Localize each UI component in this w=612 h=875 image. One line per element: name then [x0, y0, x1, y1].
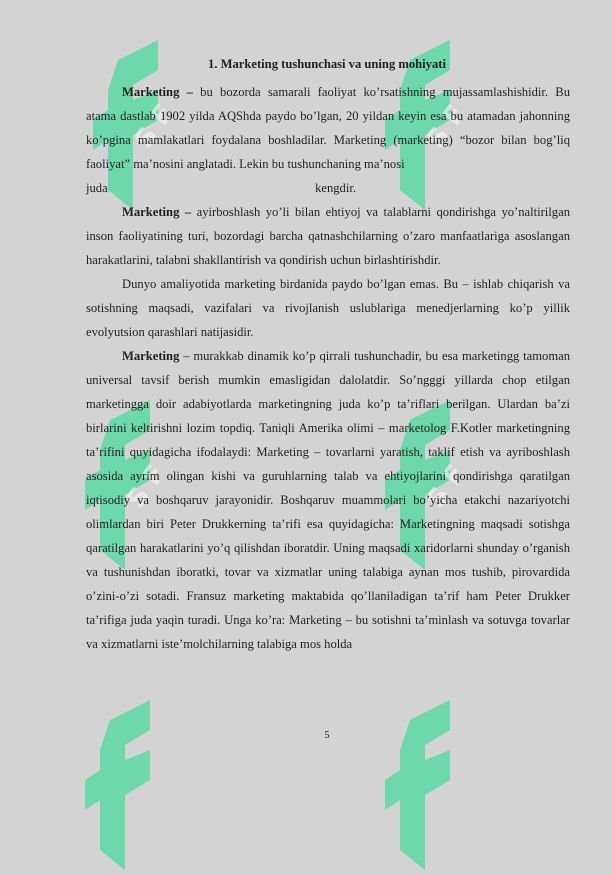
page-number: 5: [324, 730, 330, 741]
paragraph: [86, 80, 570, 176]
paragraph: [86, 200, 570, 272]
paragraph-text: Dunyo amaliyotida marketing birdanida paydo bo’lgan emas. Bu – ishlab chiqarish va sotishning maqsadi, vazifalari va rivojlanish uslublariga menedjerlarning ko’p yillik evolyutsion qarashlari natijasidir.: [86, 277, 570, 339]
document-body: [86, 80, 570, 656]
paragraph-text: ayirboshlash yo’li bilan ehtiyoj va talablarni qondirishga yo’naltirilgan inson faoliyatining turi, bozordagi barcha qatnashchilarning o’zaro manfaatlariga asoslangan harakatlarini, talabni shakllantirish va qondirish uchun birlashtirishdir.: [86, 205, 570, 267]
paragraph-tail: [86, 176, 356, 200]
paragraph: [86, 344, 570, 656]
svg-text:S F: S F: [121, 459, 172, 515]
svg-text:S F: S F: [129, 99, 180, 155]
term: Marketing: [122, 349, 180, 363]
term: Marketing –: [122, 85, 193, 99]
watermark-logo: [80, 700, 190, 870]
svg-text:S F: S F: [421, 459, 472, 515]
paragraph-text: – murakkab dinamik ko’p qirrali tushunchadir, bu esa marketingg tamoman universal tavsif berish mumkin emasligidan dalolatdir. So’ngggi yillarda chop etilgan marketingga doir adabiyotlarda marketingning juda ko’p ta’riflari berilgan. Ulardan ba’zi birlarini keltirishni lozim topdiq. Taniqli Amerika olimi – marketolog F.Kotler marketingning ta’rifini quyidagicha ifodalaydi: Marketing – tovarlarni yaratish, taklif etish va ayriboshlash asosida ayrim olingan kishi va guruhlarning talab va ehtiyojlarini qondirishga qaratilgan iqtisodiy va boshqaruv jarayonidir. Boshqaruv muammolari bo’yicha etakchi nazariyotchi olimlardan biri Peter Drukkerning ta’rifi esa quyidagicha: Marketingning maqsadi sotishga qaratilgan harakatlarini yo’q qilishdan iboratdir. Uning maqsadi xaridorlarni shunday o’rganish va tushunishdan iboratki, tovar va xizmatlar uning talabiga aynan mos tushib, pirovardida o’zini-o’zi sotadi. Fransuz marketing maktabida qo’llaniladigan ta’rif ham Peter Drukker ta’rifiga juda yaqin turadi. Unga ko’ra: Marketing – bu sotishni ta’minlash va sotuvga tovarlar va xizmatlarni iste’molchilarning talabiga mos holda: [86, 349, 570, 651]
section-title: 1. Marketing tushunchasi va uning mohiyati: [208, 57, 446, 71]
paragraph: [86, 272, 570, 344]
tail-left: juda: [86, 181, 108, 195]
svg-text:S F: S F: [421, 99, 472, 155]
paragraph-text: bu bozorda samarali faoliyat ko’rsatishning mujassamlashishidir. Bu atama dastlab 1902 yilda AQShda paydo bo’lgan, 20 yildan keyin esa bu atamadan jahonning ko’pgina mamlakatlari foydalana boshladilar. Marketing (marketing) “bozor bilan bog’liq faoliyat” ma’nosini anglatadi. Lekin bu tushunchaning ma’nosi: [86, 85, 570, 171]
term: Marketing –: [122, 205, 192, 219]
tail-right: kengdir.: [315, 181, 356, 195]
watermark-logo: [380, 700, 490, 870]
